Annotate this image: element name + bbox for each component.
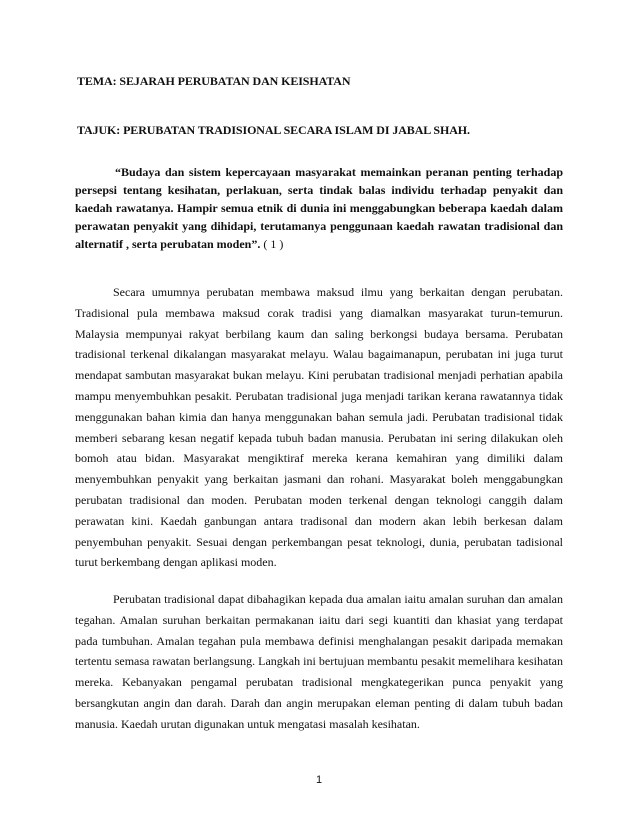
quote-text: “Budaya dan sistem kepercayaan masyarakat memainkan peranan penting terhadap persepsi tentang kesihatan, perlakuan, serta tindak balas individu terhadap penyakit dan kaedah rawatanya. Hampir semua etnik di dunia ini menggabungkan beberapa kaedah dalam perawatan penyakit yang dihidapi, terutamanya penggunaan kaedah rawatan tradisional dan alternatif , serta perubatan moden”. <box>75 165 563 251</box>
page-number: 1 <box>315 774 323 786</box>
theme-heading: TEMA: SEJARAH PERUBATAN DAN KEISHATAN <box>77 74 351 88</box>
body-paragraph-1: Secara umumnya perubatan membawa maksud ilmu yang berkaitan dengan perubatan. Tradisional pula membawa maksud corak tradisi yang diamalkan masyarakat turun-temurun. Malaysia mempunyai rakyat berbilang kaum dan saling berkongsi budaya bersama. Perubatan tradisional terkenal dikalangan masyarakat melayu. Walau bagaimanapun, perubatan ini juga turut mendapat sambutan masyarakat bukan melayu. Kini perubatan tradisional menjadi perhatian apabila mampu menyembuhkan pesakit. Perubatan tradisional juga menjadi tarikan kerana rawatannya tidak menggunakan bahan kimia dan hanya menggunakan bahan semula jadi. Perubatan tradisional tidak memberi sebarang kesan negatif kepada tubuh badan manusia. Perubatan ini sering dilakukan oleh bomoh atau bidan. Masyarakat mengiktiraf mereka kerana kemahiran yang dimiliki dalam menyembuhkan penyakit yang berkaitan jasmani dan rohani. Masyarakat boleh menggabungkan perubatan tradisional dan moden. Perubatan moden terkenal dengan teknologi canggih dalam perawatan kini. Kaedah ganbungan antara tradisonal dan modern akan lebih berkesan dalam penyembuhan penyakit. Sesuai dengan perkembangan pesat teknologi, dunia, perubatan tadisional turut berkembang dengan aplikasi moden. <box>75 285 563 570</box>
topic-heading: TAJUK: PERUBATAN TRADISIONAL SECARA ISLAM DI JABAL SHAH. <box>77 123 470 137</box>
body-paragraph-2: Perubatan tradisional dapat dibahagikan kepada dua amalan iaitu amalan suruhan dan amalan tegahan. Amalan suruhan berkaitan permakanan iaitu dari segi kuantiti dan khasiat yang terdapat pada tumbuhan. Amalan tegahan pula membawa definisi menghalangan pesakit daripada memakan tertentu semasa rawatan berlangsung. Langkah ini bertujuan membantu pesakit memelihara kesihatan mereka. Kebanyakan pengamal perubatan tradisional mengkategerikan punca penyakit yang bersangkutan angin dan darah. Darah dan angin merupakan eleman penting di dalam tubuh badan manusia. Kaedah urutan digunakan untuk mengatasi masalah kesihatan. <box>75 592 563 731</box>
opening-quote <box>75 163 563 253</box>
quote-reference: ( 1 ) <box>263 237 284 251</box>
